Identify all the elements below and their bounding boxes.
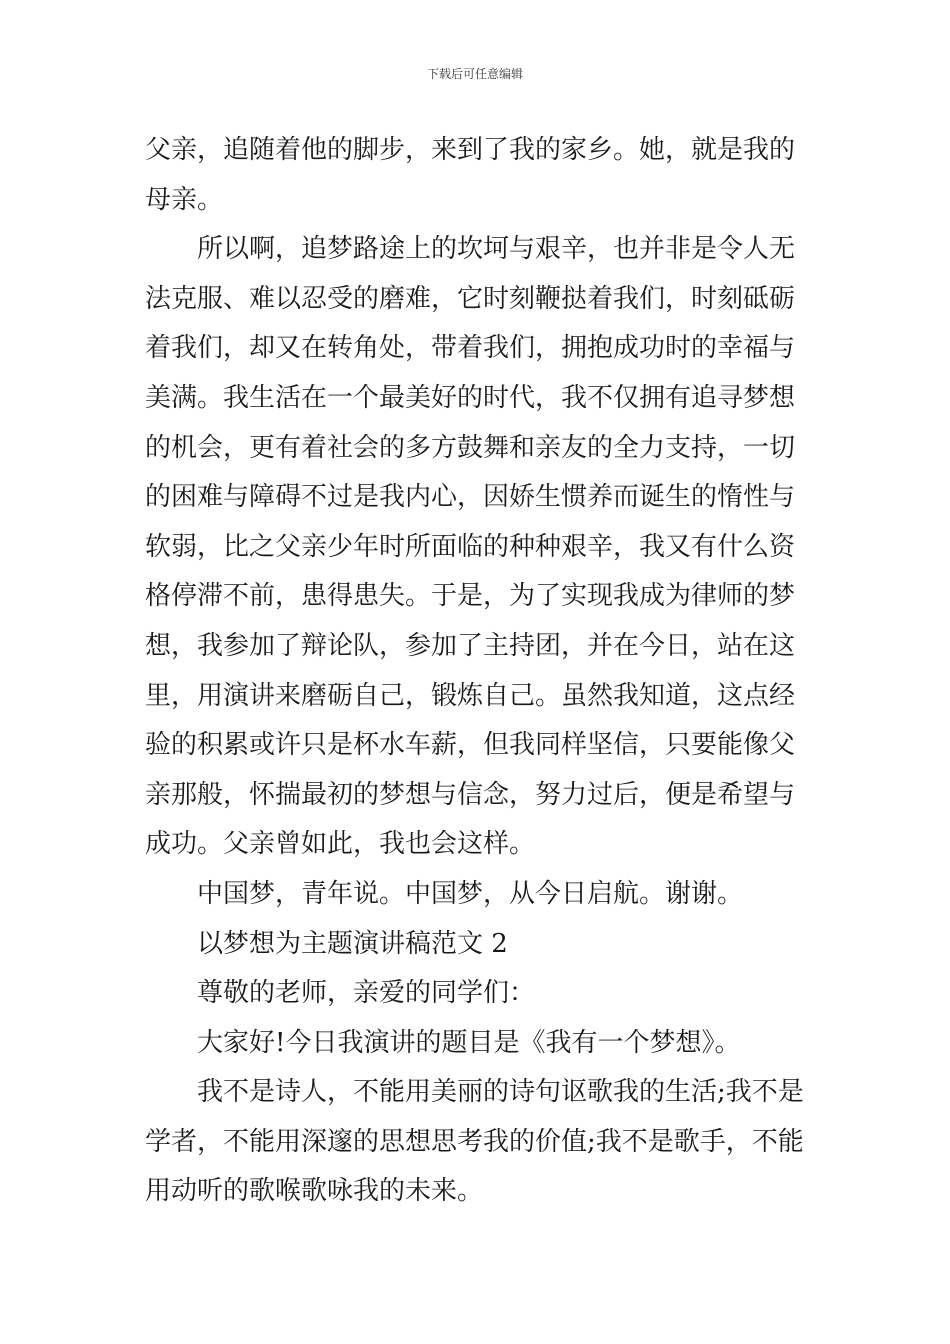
text-line: 法克服、难以忍受的磨难，它时刻鞭挞着我们，时刻砥砺	[145, 283, 796, 314]
text-line: 亲那般，怀揣最初的梦想与信念，努力过后，便是希望与	[145, 779, 796, 810]
salutation: 尊敬的老师，亲爱的同学们：	[197, 978, 536, 1009]
text-line: 美满。我生活在一个最美好的时代，我不仅拥有追寻梦想	[145, 382, 796, 413]
text-line: 我不是诗人，不能用美丽的诗句讴歌我的生活;我不是	[197, 1077, 804, 1108]
text-line: 成功。父亲曾如此，我也会这样。	[145, 829, 536, 860]
text-line: 用动听的歌喉歌咏我的未来。	[145, 1176, 484, 1207]
text-line: 中国梦，青年说。中国梦，从今日启航。谢谢。	[197, 878, 744, 909]
text-line: 的困难与障碍不过是我内心，因娇生惯养而诞生的惰性与	[145, 482, 796, 513]
page-header: 下载后可任意编辑	[426, 67, 523, 81]
text-line: 所以啊，追梦路途上的坎坷与艰辛，也并非是令人无	[197, 234, 796, 265]
text-line: 格停滞不前，患得患失。于是，为了实现我成为律师的梦	[145, 581, 796, 612]
section-title: 以梦想为主题演讲稿范文 2	[197, 928, 508, 959]
text-line: 软弱，比之父亲少年时所面临的种种艰辛，我又有什么资	[145, 531, 796, 562]
text-line: 父亲，追随着他的脚步，来到了我的家乡。她，就是我的	[145, 135, 796, 165]
text-line: 的机会，更有着社会的多方鼓舞和亲友的全力支持，一切	[145, 432, 796, 463]
text-line: 母亲。	[145, 184, 224, 215]
body-text	[145, 126, 807, 1217]
text-line: 想，我参加了辩论队，参加了主持团，并在今日，站在这	[145, 630, 796, 661]
text-line: 大家好!今日我演讲的题目是《我有一个梦想》。	[197, 1027, 741, 1058]
text-line: 学者，不能用深邃的思想思考我的价值;我不是歌手，不能	[145, 1126, 804, 1157]
text-line: 验的积累或许只是杯水车薪，但我同样坚信，只要能像父	[145, 730, 796, 761]
text-line: 着我们，却又在转角处，带着我们，拥抱成功时的幸福与	[145, 333, 796, 364]
text-line: 里，用演讲来磨砺自己，锻炼自己。虽然我知道，这点经	[145, 680, 796, 711]
